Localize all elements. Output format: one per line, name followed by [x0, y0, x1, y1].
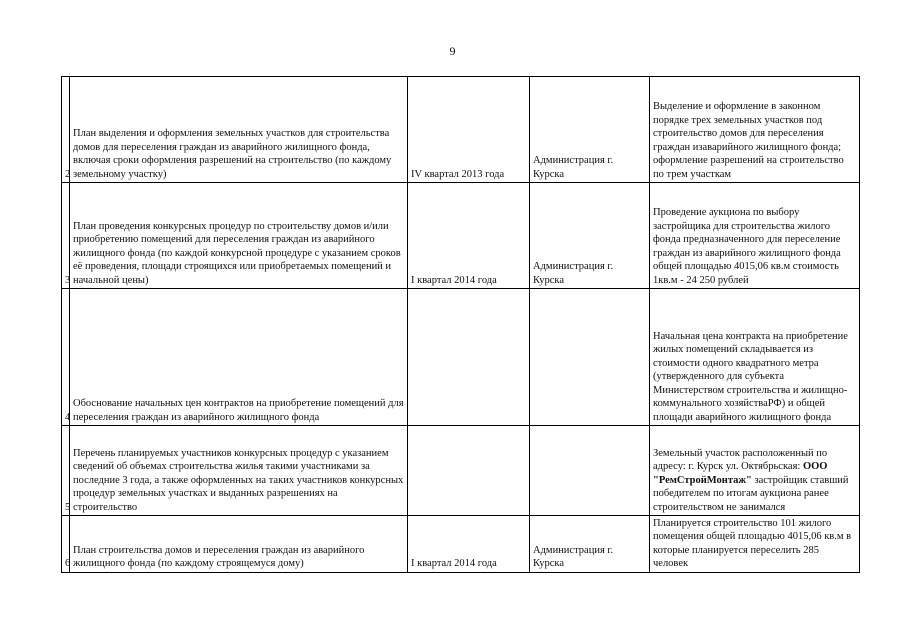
- row-period: [408, 289, 530, 426]
- table-row: [62, 426, 860, 516]
- row-responsible: [530, 289, 650, 426]
- developer-name: ООО "РемСтройМонтаж": [653, 461, 828, 486]
- row-result: Планируется строительство 101 жилого помещения общей площадью 4015,06 кв.м в которые планируется переселить 285 человек: [650, 516, 860, 573]
- row-result: [650, 426, 860, 516]
- row-number: 6: [62, 516, 70, 573]
- row-description: План проведения конкурсных процедур по строительству домов и/или приобретению помещений для переселения граждан из аварийного жилищного фонда (по каждой конкурсной процедуре с указанием сроков её проведения, площади строящихся или приобретаемых помещений и начальной цены): [70, 183, 408, 289]
- row-responsible: Администрация г. Курска: [530, 77, 650, 183]
- row-description: План строительства домов и переселения граждан из аварийного жилищного фонда (по каждому строящемуся дому): [70, 516, 408, 573]
- row-description: Перечень планируемых участников конкурсных процедур с указанием сведений об объемах строительства жилья такими участниками за последние 3 года, а также оформленных на таких участников конкурсных процедур земельных участках и выданных разрешениях на строительство: [70, 426, 408, 516]
- row-period: [408, 426, 530, 516]
- table-row: [62, 289, 860, 426]
- row-responsible: [530, 426, 650, 516]
- result-address: Земельный участок расположенный по адресу: г. Курск ул. Октябрьская:: [653, 447, 828, 473]
- row-number: 2: [62, 77, 70, 183]
- result-details: застройщик ставший победителем по итогам аукциона ранее строительством не занимался: [653, 474, 849, 513]
- row-number: 4: [62, 289, 70, 426]
- row-period: I квартал 2014 года: [408, 516, 530, 573]
- row-result: Проведение аукциона по выбору застройщика для строительства жилого фонда предназначенного для переселение граждан из аварийного жилищного фонда общей площадью 4015,06 кв.м стоимость 1кв.м - 24 250 рублей: [650, 183, 860, 289]
- plan-table: [61, 76, 860, 573]
- row-result: Выделение и оформление в законном порядке трех земельных участков под строительство домов для переселения граждан изаварийного жилищного фонда; оформление разрешений на строительство по трем участкам: [650, 77, 860, 183]
- row-responsible: Администрация г. Курска: [530, 183, 650, 289]
- table-row: [62, 183, 860, 289]
- row-number: 5: [62, 426, 70, 516]
- row-period: I квартал 2014 года: [408, 183, 530, 289]
- row-period: IV квартал 2013 года: [408, 77, 530, 183]
- table-row: [62, 516, 860, 573]
- page-number: 9: [449, 44, 456, 58]
- table-row: [62, 77, 860, 183]
- row-number: 3: [62, 183, 70, 289]
- row-description: Обоснование начальных цен контрактов на приобретение помещений для переселения граждан из аварийного жилищного фонда: [70, 289, 408, 426]
- row-result: Начальная цена контракта на приобретение жилых помещений складывается из стоимости одного квадратного метра (утвержденного для субъекта Министерством строительства и жилищно-коммунального хозяйстваРФ) и общей площади аварийного жилищного фонда: [650, 289, 860, 426]
- row-description: План выделения и оформления земельных участков для строительства домов для переселения граждан из аварийного жилищного фонда, включая сроки оформления разрешений на строительство (по каждому земельному участку): [70, 77, 408, 183]
- row-responsible: Администрация г. Курска: [530, 516, 650, 573]
